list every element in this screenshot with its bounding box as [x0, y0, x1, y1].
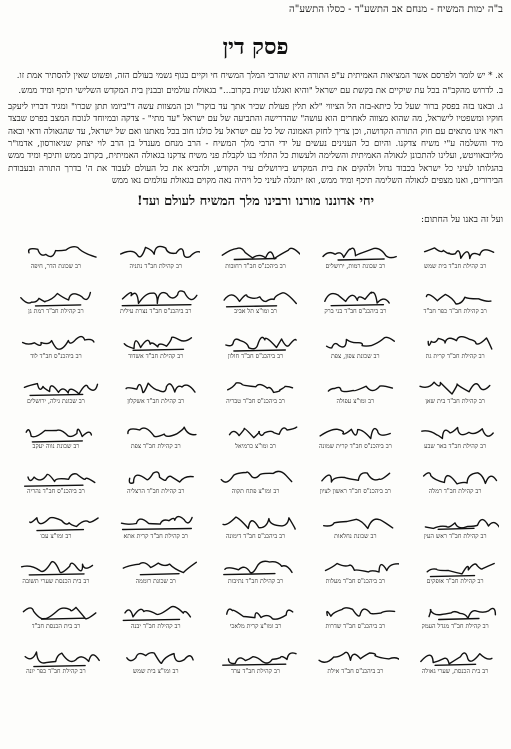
handwritten-signature: [411, 511, 499, 533]
signature-caption: רב קהילת חב"ד הרצליה: [126, 488, 185, 496]
signature-block: [8, 363, 104, 406]
signature-block: [208, 228, 304, 271]
signature-block: [307, 633, 403, 676]
paragraph-2: ב. לדרוש מהקב"ה בכל עת שיקיים את בקשת עם ישראל "והיא ואגלנו שנית בקרוב..." בגאולת עולמים ובבנין בית המקדש השלישי תיכף ומיד ממש.: [18, 86, 503, 97]
handwritten-signature: [112, 646, 200, 668]
handwritten-signature: [212, 376, 300, 398]
signature-block: [307, 453, 403, 496]
signature-block: [307, 543, 403, 586]
signature-block: [208, 588, 304, 631]
signature-caption: רב בית הכנסת שערי תשובה: [22, 578, 90, 586]
header-topline: ב"ה ימות המשיח - מנחם אב התשע"ד - כסלו התשע"ה: [289, 4, 503, 15]
signature-caption: רב ביהכנ"ס חב"ד דימונה: [225, 533, 286, 541]
handwritten-signature: [112, 466, 200, 488]
handwritten-signature: [212, 286, 300, 308]
handwritten-signature: [112, 511, 200, 533]
signature-block: [407, 498, 503, 541]
signature-block: [407, 228, 503, 271]
signature-block: [8, 543, 104, 586]
handwritten-signature: [311, 601, 399, 623]
handwritten-signature: [212, 466, 300, 488]
handwritten-signature: [411, 556, 499, 578]
signature-block: [208, 543, 304, 586]
signature-caption: רב ומו"צ תל אביב: [234, 308, 277, 316]
handwritten-signature: [311, 466, 399, 488]
signature-caption: רב קהילת חב"ד רמת גן: [28, 308, 84, 316]
signature-block: [208, 318, 304, 361]
signature-block: [407, 453, 503, 496]
signature-block: [108, 318, 204, 361]
handwritten-signature: [112, 241, 200, 263]
handwritten-signature: [12, 556, 100, 578]
signature-caption: רב ומו"צ עפולה: [336, 398, 375, 406]
signature-caption: רב ביהכנ"ס חב"ד נצרת עילית: [120, 308, 192, 316]
signature-block: [8, 273, 104, 316]
signature-caption: רב שכונת נווה יעקב: [32, 443, 80, 451]
signature-caption: רב קהילת חב"ד באר שבע: [424, 443, 487, 451]
handwritten-signature: [12, 331, 100, 353]
handwritten-signature: [411, 646, 499, 668]
signature-block: [208, 273, 304, 316]
signature-block: [407, 318, 503, 361]
proclamation-line: יחי אדוננו מורנו ורבינו מלך המשיח לעולם ועד!: [136, 193, 375, 209]
signature-block: [407, 543, 503, 586]
signature-caption: רב קהילת חב"ד ערד: [230, 668, 281, 676]
signature-block: [8, 498, 104, 541]
handwritten-signature: [112, 286, 200, 308]
signature-caption: רב ביהכנ"ס חב"ד נהריה: [27, 488, 85, 496]
handwritten-signature: [212, 241, 300, 263]
handwritten-signature: [212, 646, 300, 668]
signature-block: [8, 453, 104, 496]
signature-block: [108, 498, 204, 541]
signature-caption: רב קהילת חב"ד אשקלון: [127, 398, 185, 406]
signature-caption: רב קהילת חב"ד אשדוד: [128, 353, 184, 361]
signature-block: [307, 273, 403, 316]
signature-block: [307, 408, 403, 451]
signature-caption: רב ביהכנ"ס חב"ד קרית שמונה: [318, 443, 392, 451]
signature-caption: רב ומו"צ פתח תקוה: [231, 488, 280, 496]
handwritten-signature: [112, 331, 200, 353]
signature-caption: רב קהילת חב"ד כפר יונה: [26, 668, 86, 676]
signatures-grid: [8, 228, 503, 676]
handwritten-signature: [411, 421, 499, 443]
handwritten-signature: [311, 646, 399, 668]
signature-block: [8, 408, 104, 451]
handwritten-signature: [411, 241, 499, 263]
signature-block: [8, 633, 104, 676]
signature-caption: רב שכונת גילה, ירושלים: [27, 398, 85, 406]
handwritten-signature: [12, 421, 100, 443]
signature-caption: רב שכונת נחלאות: [334, 533, 377, 541]
signature-block: [307, 318, 403, 361]
handwritten-signature: [311, 376, 399, 398]
signature-caption: רב ביהכנ"ס חב"ד טבריה: [226, 398, 285, 406]
signature-block: [307, 588, 403, 631]
handwritten-signature: [311, 556, 399, 578]
signature-block: [8, 318, 104, 361]
signature-caption: רב ומו"צ בית שמש: [132, 668, 179, 676]
signature-caption: רב קהילת חב"ד נתניה: [129, 263, 182, 271]
signature-block: [307, 498, 403, 541]
signature-caption: רב שכונת רוממה: [135, 578, 176, 586]
signature-block: [108, 408, 204, 451]
handwritten-signature: [112, 376, 200, 398]
handwritten-signature: [311, 331, 399, 353]
signature-caption: רב קהילת חב"ד רמלה: [428, 488, 482, 496]
handwritten-signature: [112, 421, 200, 443]
signature-block: [208, 408, 304, 451]
handwritten-signature: [12, 511, 100, 533]
signature-caption: רב ביהכנ"ס חב"ד שדרות: [325, 623, 386, 631]
signature-caption: רב שכונת רמות, ירושלים: [325, 263, 386, 271]
signature-caption: רב קהילת חב"ד מגדל העמק: [421, 623, 489, 631]
signature-caption: רב קהילת חב"ד צפת: [130, 443, 181, 451]
handwritten-signature: [212, 421, 300, 443]
signature-caption: רב שכונת הדר, חיפה: [30, 263, 82, 271]
handwritten-signature: [311, 241, 399, 263]
handwritten-signature: [212, 556, 300, 578]
handwritten-signature: [212, 331, 300, 353]
signature-caption: רב ביהכנ"ס חב"ד מעלות: [325, 578, 385, 586]
signature-caption: רב קהילת חב"ד יבנה: [130, 623, 181, 631]
signature-block: [208, 498, 304, 541]
signature-block: [8, 588, 104, 631]
handwritten-signature: [311, 286, 399, 308]
handwritten-signature: [311, 511, 399, 533]
handwritten-signature: [311, 421, 399, 443]
signature-caption: רב קהילת חב"ד קרית אתא: [123, 533, 188, 541]
paragraph-3: ג. ובאנו בזה בפסק ברור שעל כל כיתא-בזה הל הציווי "לא תלין פעולת שכיר אתך עד בוקר" וכן המצוות עשה ד"ביומו תתן שכרו" ומגיד דבריו ליעקב חוקיו ומשפטיו לישראל, מה שהוא מצווה לאחרים הוא עושה" שהדרישה והתביעה של עם ישראל "עד מתי" - צדקה ובמיוחד לנוכח המצב בפרט שבצד ראוי אינו מתאים עם חוק התורה הקדושה, וכן צריך לחזק האמונה של כל עם ישראל על כולנו חוב בכל מאתנו ואם של ישראל, עד שהגאולה ודאי ובאה מיד והשלמה ע"י משיח צדקנו. והיום כל הענינים נעשים על ידי הרבי מלך המשיח - הרב מנחם מענדל בן הרב לוי יצחק שניאורסון, אדמו"ר מליובאוויטש, ועלינו להתכונן לגאולה האמיתית והשלימה ולעשות כל התלוי בנו לקבלת פני משיח צדקנו בגאולה האמיתית, בקרוב ממש ותיכף ומיד ממש בהגלותו לעיני כל ישראל בכבוד גדול ולהקים את בית המקדש בירושלים עיר הקודש, ולהביא את כל העולם לעבוד את ה' בדרך התורה ובעבודת הבירורים, ואנו מצפים לגאולה השלימה תיכף ומיד ממש, ואז יתגלה לעיני כל ויהיה נאה מקוים בגאולת עולמים נאו ממש: [8, 101, 503, 187]
signature-block: [108, 453, 204, 496]
signature-block: [108, 588, 204, 631]
signature-caption: רב בית הכנסת חב"ד: [31, 623, 81, 631]
signature-caption: רב בית הכנסת, שערי גאולה: [421, 668, 489, 676]
signature-caption: רב קהילת חב"ד אופקים: [426, 578, 484, 586]
signature-block: [108, 273, 204, 316]
signature-caption: רב קהילת חב"ד קרית גת: [425, 353, 485, 361]
signature-block: [307, 228, 403, 271]
handwritten-signature: [411, 286, 499, 308]
handwritten-signature: [112, 601, 200, 623]
signature-caption: רב ביהכנ"ס חב"ד בני ברק: [324, 308, 387, 316]
handwritten-signature: [12, 646, 100, 668]
signature-block: [208, 633, 304, 676]
signature-block: [407, 273, 503, 316]
handwritten-signature: [411, 331, 499, 353]
signature-block: [208, 453, 304, 496]
handwritten-signature: [212, 601, 300, 623]
signature-caption: רב קהילת חב"ד נתיבות: [227, 578, 284, 586]
signature-caption: רב ומו"צ כרמיאל: [235, 443, 276, 451]
handwritten-signature: [12, 286, 100, 308]
signature-block: [407, 363, 503, 406]
paragraph-1: א. * יש לומר ולפרסם אשר המציאות האמיתית ע"פ התורה היא שהרבי המלך המשיח חי וקיים בגוף גשמי בעולם הזה, ופשוט שאין להסתיר אמת זו.: [16, 71, 503, 81]
handwritten-signature: [411, 376, 499, 398]
signature-caption: רב קהילת חב"ד בית שמש: [423, 263, 487, 271]
signature-block: [108, 363, 204, 406]
signature-block: [8, 228, 104, 271]
handwritten-signature: [112, 556, 200, 578]
signature-caption: רב ומו"צ עכו: [40, 533, 72, 541]
signature-caption: רב ביהכנ"ס חב"ד רחובות: [225, 263, 286, 271]
handwritten-signature: [12, 601, 100, 623]
signature-caption: רב ביהכנ"ס חב"ד אילת: [327, 668, 384, 676]
signature-block: [307, 363, 403, 406]
signature-block: [407, 408, 503, 451]
signature-block: [108, 543, 204, 586]
signature-block: [108, 633, 204, 676]
handwritten-signature: [12, 241, 100, 263]
page-title: פסק דין: [222, 34, 289, 60]
signature-block: [108, 228, 204, 271]
signed-intro: ועל זה באנו על החתום:: [421, 214, 503, 225]
signature-caption: רב ביהכנ"ס חב"ד ראשון לציון: [319, 488, 391, 496]
signature-block: [208, 363, 304, 406]
signature-caption: רב קהילת חב"ד כפר חב"ד: [423, 308, 487, 316]
signature-caption: רב ביהכנ"ס חב"ד חולון: [227, 353, 284, 361]
handwritten-signature: [411, 601, 499, 623]
handwritten-signature: [212, 511, 300, 533]
signature-caption: רב ומו"צ קרית מלאכי: [229, 623, 282, 631]
signature-caption: רב קהילת חב"ד ראש העין: [423, 533, 487, 541]
signature-caption: רב שכונת צפון, צפת: [331, 353, 380, 361]
signature-caption: רב קהילת חב"ד בית שאן: [425, 398, 485, 406]
signature-block: [407, 588, 503, 631]
handwritten-signature: [411, 466, 499, 488]
signature-block: [407, 633, 503, 676]
handwritten-signature: [12, 466, 100, 488]
signature-caption: רב ביהכנ"ס חב"ד לוד: [30, 353, 82, 361]
handwritten-signature: [12, 376, 100, 398]
